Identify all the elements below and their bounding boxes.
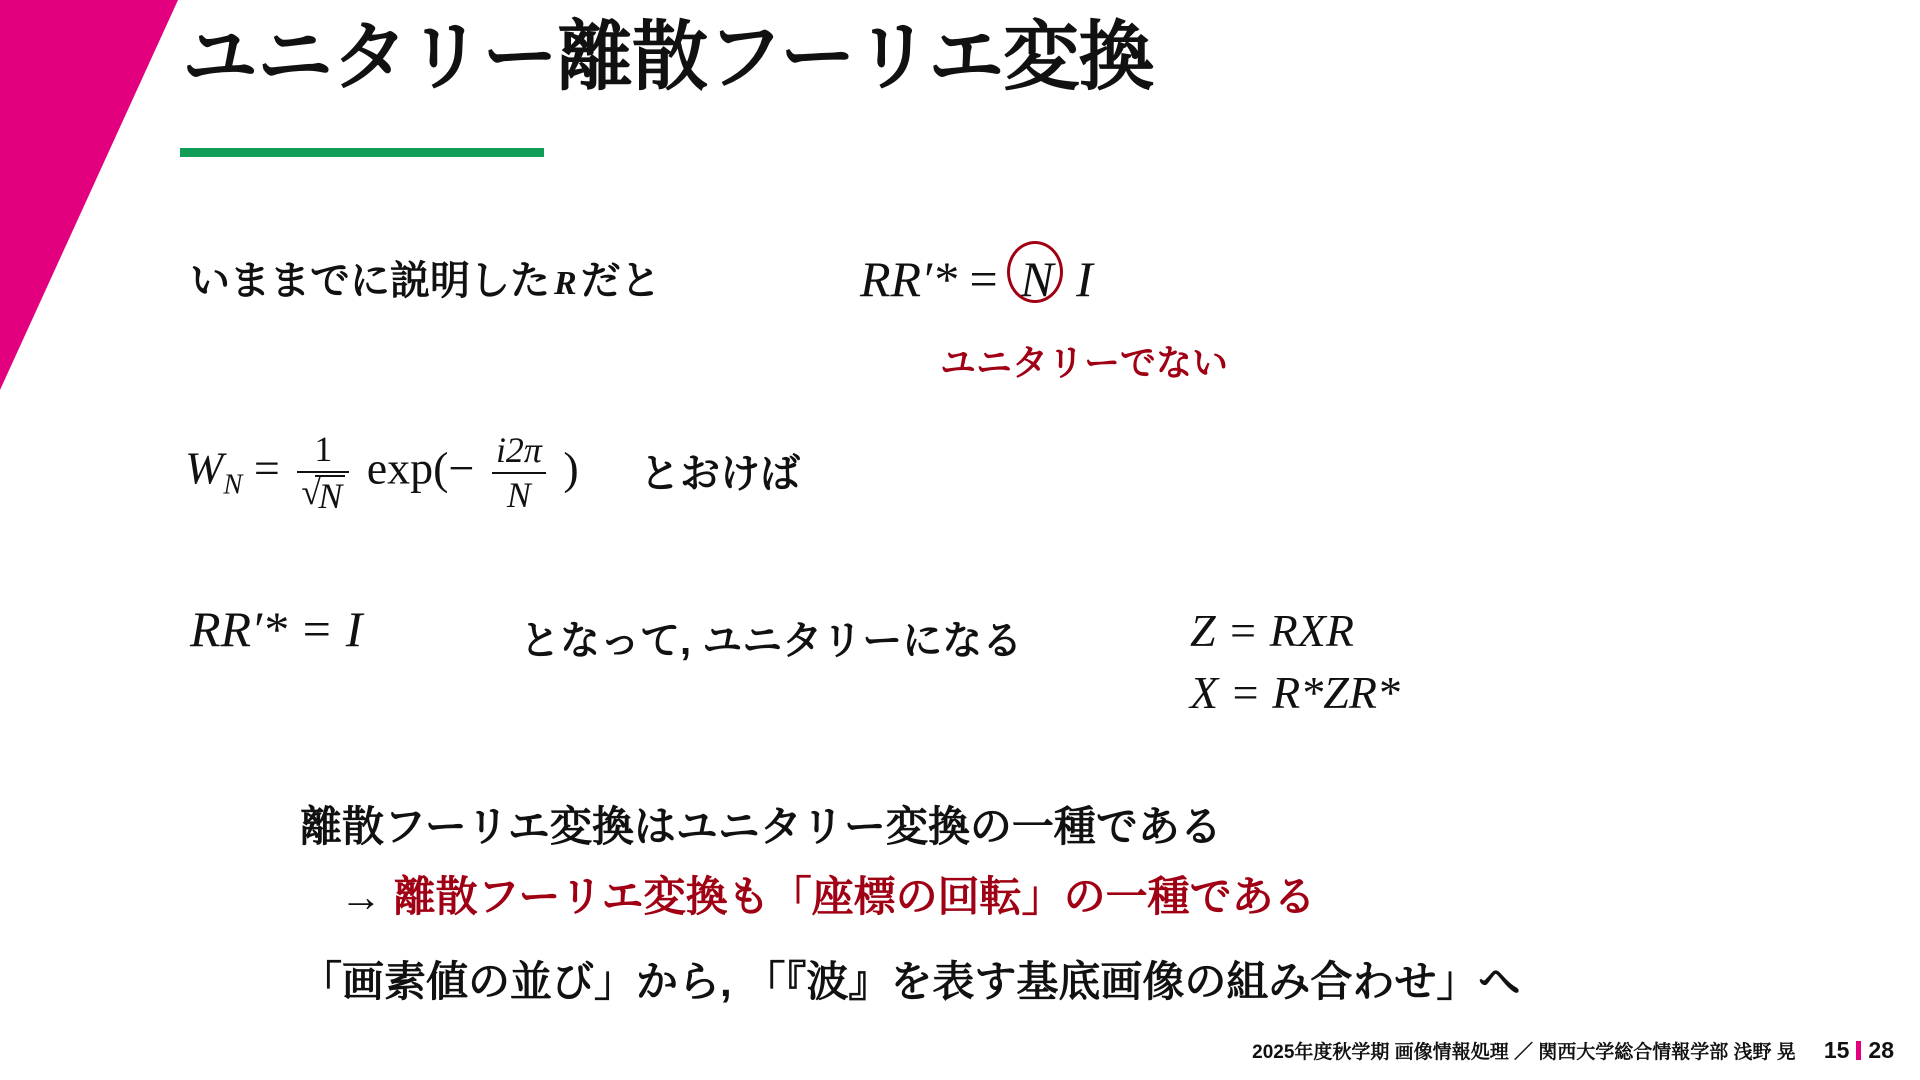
summary-line-2-text: 離散フーリエ変換も「座標の回転」の一種である [393,873,1316,920]
equation-x-equals-rzr: X = R*ZR* [1190,667,1400,719]
annotation-not-unitary: ユニタリーでない [940,342,1229,383]
eq2-inner-fraction [486,431,552,514]
variable-r: R [554,265,577,302]
footer-total-pages: 28 [1868,1037,1894,1063]
statement-becomes-unitary: となって, ユニタリーになる [520,619,1023,663]
eq1-equals: = [969,251,998,307]
page-separator-icon [1856,1041,1861,1060]
statement-line-1 [190,255,661,307]
eq1-circled-n: N [1010,250,1063,308]
equation-transform-pair [1190,600,1400,724]
title-underline-rule [180,148,544,157]
eq2-inner-numerator: i2π [495,430,542,470]
statement-suffix: だと [580,259,661,303]
eq1-rhs: I [1076,251,1093,307]
eq1-lhs: RR′* [860,251,958,307]
eq2-outer-fraction [291,430,355,515]
eq2-lhs: W [185,442,224,494]
statement-prefix: いままでに説明した [190,259,550,303]
footer-current-page: 15 [1823,1037,1850,1063]
arrow-icon: → [340,873,382,920]
eq2-denominator [297,471,349,516]
statement-tookeba: とおけば [640,452,800,496]
eq2-exp: exp(− [366,442,475,494]
summary-line-3: 「画素値の並び」から, 「『波』を表す基底画像の組み合わせ」へ [300,958,1521,1005]
summary-line-2 [340,870,1316,925]
equation-z-equals-rxr: Z = RXR [1190,605,1354,656]
equation-rr-equals-ni [860,250,1093,308]
eq2-lhs-subscript: N [223,469,243,501]
equation-rr-equals-i: RR′* = I [190,601,363,657]
decorative-corner-wedge [0,0,210,390]
slide-footer [1252,1037,1894,1064]
equation-wn-definition [185,430,579,515]
summary-line-1: 離散フーリエ変換はユニタリー変換の一種である [300,803,1222,850]
eq2-close-paren: ) [563,442,579,494]
eq2-inner-denominator: N [492,472,546,515]
footer-credit: 2025年度秋学期 画像情報処理 ／ 関西大学総合情報学部 浅野 晃 [1252,1042,1796,1063]
eq2-numerator: 1 [314,429,333,469]
sqrt-icon: √ N [301,475,345,516]
page-title: ユニタリー離散フーリエ変換 [182,15,1154,100]
eq2-equals: = [253,442,280,494]
